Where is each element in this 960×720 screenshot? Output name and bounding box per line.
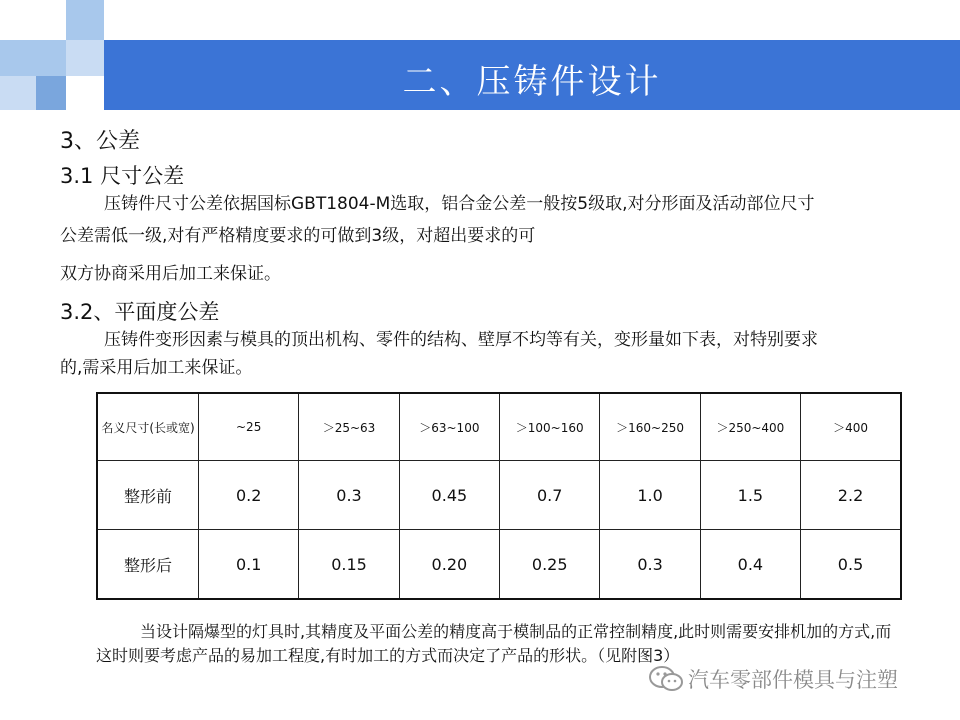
- table-cell: 0.7: [500, 461, 600, 530]
- paragraph-dimension-tolerance-cont: 双方协商采用后加工来保证。: [60, 264, 281, 284]
- table-header-cell: ~25: [199, 393, 299, 461]
- table-cell: 0.25: [500, 530, 600, 600]
- table-header-cell: ＞160~250: [600, 393, 700, 461]
- table-header-cell: ＞100~160: [500, 393, 600, 461]
- table-header-cell: ＞250~400: [700, 393, 800, 461]
- table-cell: 1.5: [700, 461, 800, 530]
- watermark: [648, 664, 898, 694]
- decor-square: [36, 76, 66, 110]
- table-cell: 0.3: [299, 461, 399, 530]
- table-row: [97, 530, 901, 600]
- table-cell: 0.15: [299, 530, 399, 600]
- table-cell: 2.2: [801, 461, 901, 530]
- table-header-cell: ＞25~63: [299, 393, 399, 461]
- decor-square: [0, 40, 66, 76]
- table-cell: 0.3: [600, 530, 700, 600]
- table-cell: 0.1: [199, 530, 299, 600]
- table-row-label: 整形后: [97, 530, 199, 600]
- table-cell: 0.2: [199, 461, 299, 530]
- heading-flatness-tolerance: 3.2、平面度公差: [60, 300, 220, 324]
- table-cell: 0.20: [399, 530, 499, 600]
- heading-tolerance: 3、公差: [60, 129, 140, 154]
- slide-title: 二、压铸件设计: [402, 62, 662, 102]
- table-row-label: 整形前: [97, 461, 199, 530]
- watermark-text: 汽车零部件模具与注塑: [688, 668, 898, 692]
- design-note: 当设计隔爆型的灯具时,其精度及平面公差的精度高于模制品的正常控制精度,此时则需要安排机加的方式,而这时则要考虑产品的易加工程度,有时加工的方式而决定了产品的形状。（见附图3）: [96, 622, 892, 665]
- title-bar: [104, 40, 960, 110]
- table-cell: 0.4: [700, 530, 800, 600]
- paragraph-dimension-tolerance: 压铸件尺寸公差依据国标GBT1804-M选取，铝合金公差一般按5级取,对分形面及活动部位尺寸公差需低一级,对有严格精度要求的可做到3级，对超出要求的可: [60, 194, 815, 246]
- table-cell: 0.5: [801, 530, 901, 600]
- decor-square: [66, 40, 104, 76]
- table-cell: 0.45: [399, 461, 499, 530]
- paragraph-flatness-tolerance: 压铸件变形因素与模具的顶出机构、零件的结构、壁厚不均等有关，变形量如下表，对特别要求的,需采用后加工来保证。: [60, 330, 818, 378]
- table-header-cell: 名义尺寸(长或宽): [97, 393, 199, 461]
- flatness-tolerance-table: [96, 392, 902, 600]
- table-row: [97, 461, 901, 530]
- table-cell: 1.0: [600, 461, 700, 530]
- table-header-cell: ＞400: [801, 393, 901, 461]
- decor-square: [0, 76, 36, 110]
- table-header-row: [97, 393, 901, 461]
- wechat-icon: [648, 665, 684, 693]
- heading-dimension-tolerance: 3.1 尺寸公差: [60, 164, 185, 188]
- decor-square: [66, 0, 104, 40]
- table-header-cell: ＞63~100: [399, 393, 499, 461]
